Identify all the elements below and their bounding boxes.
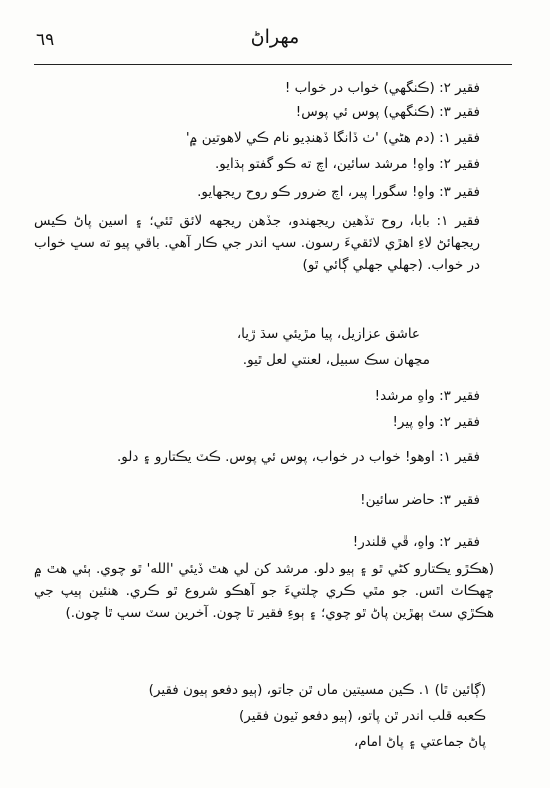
dialogue-paragraph: فقير ١: اوهو! خواب در خواب، پوس ئي پوس. ڪٽ يڪتارو ۽ دلو. bbox=[116, 449, 480, 465]
dialogue-line: فقير ٢: واهِ پير! bbox=[392, 414, 480, 430]
dialogue-line: فقير ٢: واهِ! مرشد سائين، اچ ته ڪو گفتو ٻڌايو. bbox=[214, 156, 480, 172]
dialogue-line: فقير ٣: حاضر سائين! bbox=[360, 492, 480, 508]
verse-line: عاشق عزازيل، پيا مڙيئي سڌ ڙيا، bbox=[236, 326, 420, 342]
running-title: مهراڻ bbox=[250, 26, 300, 48]
page-number: ٦٩ bbox=[36, 30, 55, 50]
dialogue-line: فقير ٣: واهِ مرشد! bbox=[374, 388, 480, 404]
dialogue-line: فقير ٣: واهِ! سگورا پير، اچ ضرور ڪو روح ريجهايو. bbox=[197, 184, 480, 200]
verse-line: مڃهان سڪ سبيل، لعنتي لعل ٿيو. bbox=[242, 352, 430, 368]
dialogue-line: فقير ٢: واهِ، ڦي قلندر! bbox=[352, 534, 480, 550]
header-rule bbox=[34, 64, 512, 65]
song-line: (ڳائين ٿا) ١. ڪين مسيتين ماں ٿن جاتو، (ٻيو دفعو ٻيون فقير) bbox=[148, 682, 486, 698]
dialogue-paragraph: فقير ١: بابا، روح تڏهين ريجهندو، جڏهن ريجهه لائق ٿئي؛ ۽ اسين پاڻ ڪيس ريجهائڻ لاءِ اهڙي لائقيءَ رسون. سڀ اندر جي ڪار آهي. باقي پيو ته سڀ خواب در خواب. (جهلي جهلي ڳائي ٿو) bbox=[34, 213, 480, 273]
dialogue-line: فقير ١: (دم هڻي) 'ٺ ڏانگا ڏهنڊيو نام ڪي لاهوتين ۾' bbox=[185, 130, 480, 146]
song-line: ڪعبه قلب اندر ٿن پاتو، (ٻيو دفعو ٽيون فقير) bbox=[239, 708, 486, 724]
stage-direction: (هڪڙو يڪتارو کڻي ٿو ۽ ٻيو دلو. مرشد کن لي هٿ ڏيئي 'الله' ٿو چوي. ٻئي هٿ ۾ ڇهڪاٽ اٿس. جو مٿي ڪري چلتيءَ جو آهڪو شروع ٿو ڪري. هنئين ٻيپ جي هڪڙي سٽ ٻهڙين پاڻ ٿو چوي؛ ۽ ٻوءِ فقير تا چون. آخرين سٽ سڀ ٿا چون.) bbox=[34, 561, 494, 621]
dialogue-line: فقير ٢: (ڪنگهي) خواب در خواب ! bbox=[284, 80, 480, 96]
song-line: پاڻ جماعتي ۽ پاڻ امام، bbox=[353, 734, 486, 750]
dialogue-line: فقير ٣: (ڪنگهي) پوس ئي پوس! bbox=[295, 104, 480, 120]
